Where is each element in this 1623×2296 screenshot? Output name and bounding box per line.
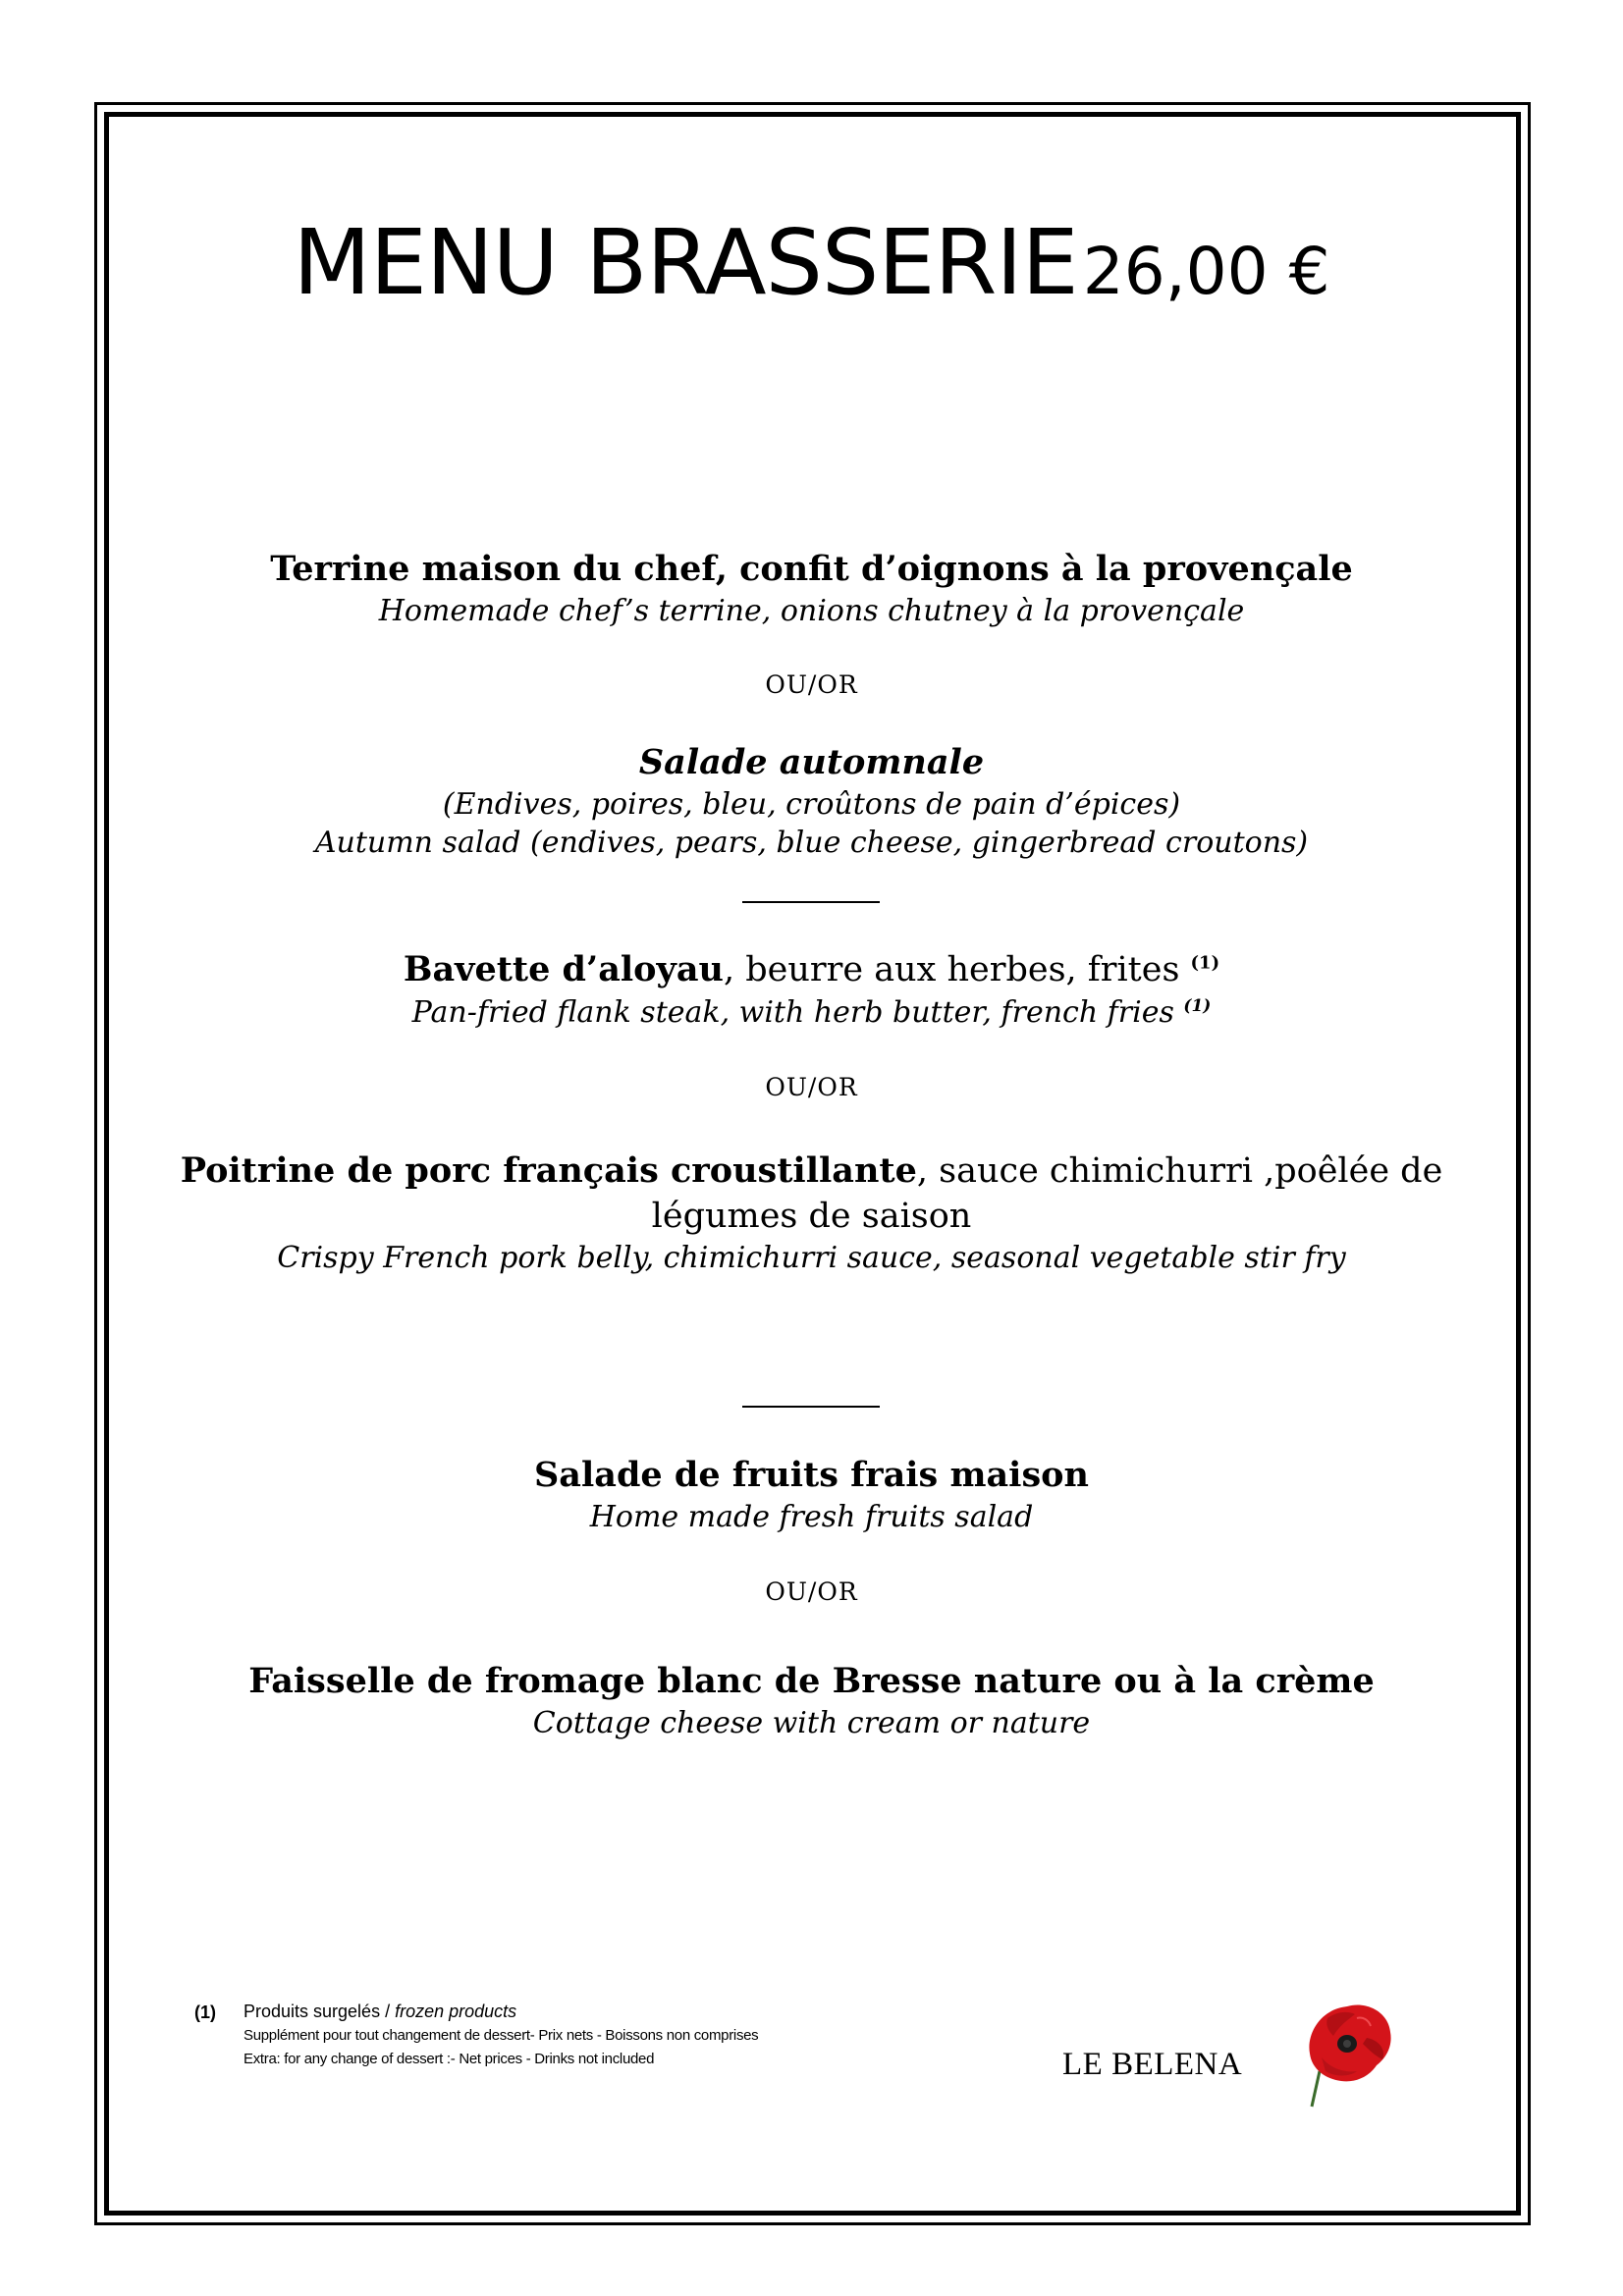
footnote-line-3: Extra: for any change of dessert :- Net prices - Drinks not included [243, 2051, 655, 2067]
menu-title [0, 210, 1623, 315]
menu-price: 26,00 € [1082, 234, 1330, 309]
dessert-2-en: Cottage cheese with cream or nature [532, 1706, 1091, 1740]
main-2-fr [128, 1148, 1495, 1239]
main-2-en: Crispy French pork belly, chimichurri sauce, seasonal vegetable stir fry [277, 1241, 1346, 1275]
footnote-line-1 [243, 2002, 516, 2022]
section-divider-1 [742, 901, 880, 903]
poppy-flower-icon [1298, 1999, 1396, 2109]
dessert-1-fr: Salade de fruits frais maison [534, 1455, 1089, 1495]
menu-title-text: MENU BRASSERIE [293, 210, 1078, 315]
footnote-frozen-en: frozen products [395, 2002, 517, 2021]
main-2-fr-desc: , sauce chimichurri ,poêlée de légumes de saison [651, 1151, 1443, 1236]
main-1-fr [128, 947, 1495, 992]
starter-1-fr: Terrine maison du chef, confit d’oignons à la provençale [270, 549, 1353, 589]
dessert-2-fr: Faisselle de fromage blanc de Bresse nature ou à la crème [248, 1661, 1375, 1701]
starter-2-fr: Salade automnale [638, 742, 985, 782]
starter-2-fr-detail: (Endives, poires, bleu, croûtons de pain d’épices) [442, 787, 1181, 822]
main-1-fr-name: Bavette d’aloyau [403, 949, 724, 989]
main-1-footnote-marker: (1) [1190, 952, 1220, 974]
or-separator-starters: OU/OR [765, 670, 858, 699]
main-1-fr-desc: , beurre aux herbes, frites [723, 950, 1191, 989]
or-separator-desserts: OU/OR [765, 1577, 858, 1606]
footnote-line-2: Supplément pour tout changement de dessert- Prix nets - Boissons non comprises [243, 2027, 759, 2044]
main-1-en [128, 993, 1495, 1033]
footnote-frozen-fr: Produits surgelés / [243, 2002, 396, 2021]
main-1-en-text: Pan-fried flank steak, with herb butter, french fries [411, 995, 1184, 1030]
dessert-1-en: Home made fresh fruits salad [589, 1500, 1034, 1534]
footnote-marker: (1) [194, 2002, 216, 2022]
starter-2-en: Autumn salad (endives, pears, blue cheese, gingerbread croutons) [314, 826, 1309, 860]
starter-1-en: Homemade chef’s terrine, onions chutney à la provençale [378, 594, 1245, 628]
main-1-en-footnote-marker: (1) [1183, 996, 1212, 1016]
section-divider-2 [742, 1406, 880, 1408]
restaurant-name: LE BELENA [1062, 2047, 1243, 2082]
main-2-fr-name: Poitrine de porc français croustillante [180, 1150, 917, 1191]
or-separator-mains: OU/OR [765, 1073, 858, 1101]
